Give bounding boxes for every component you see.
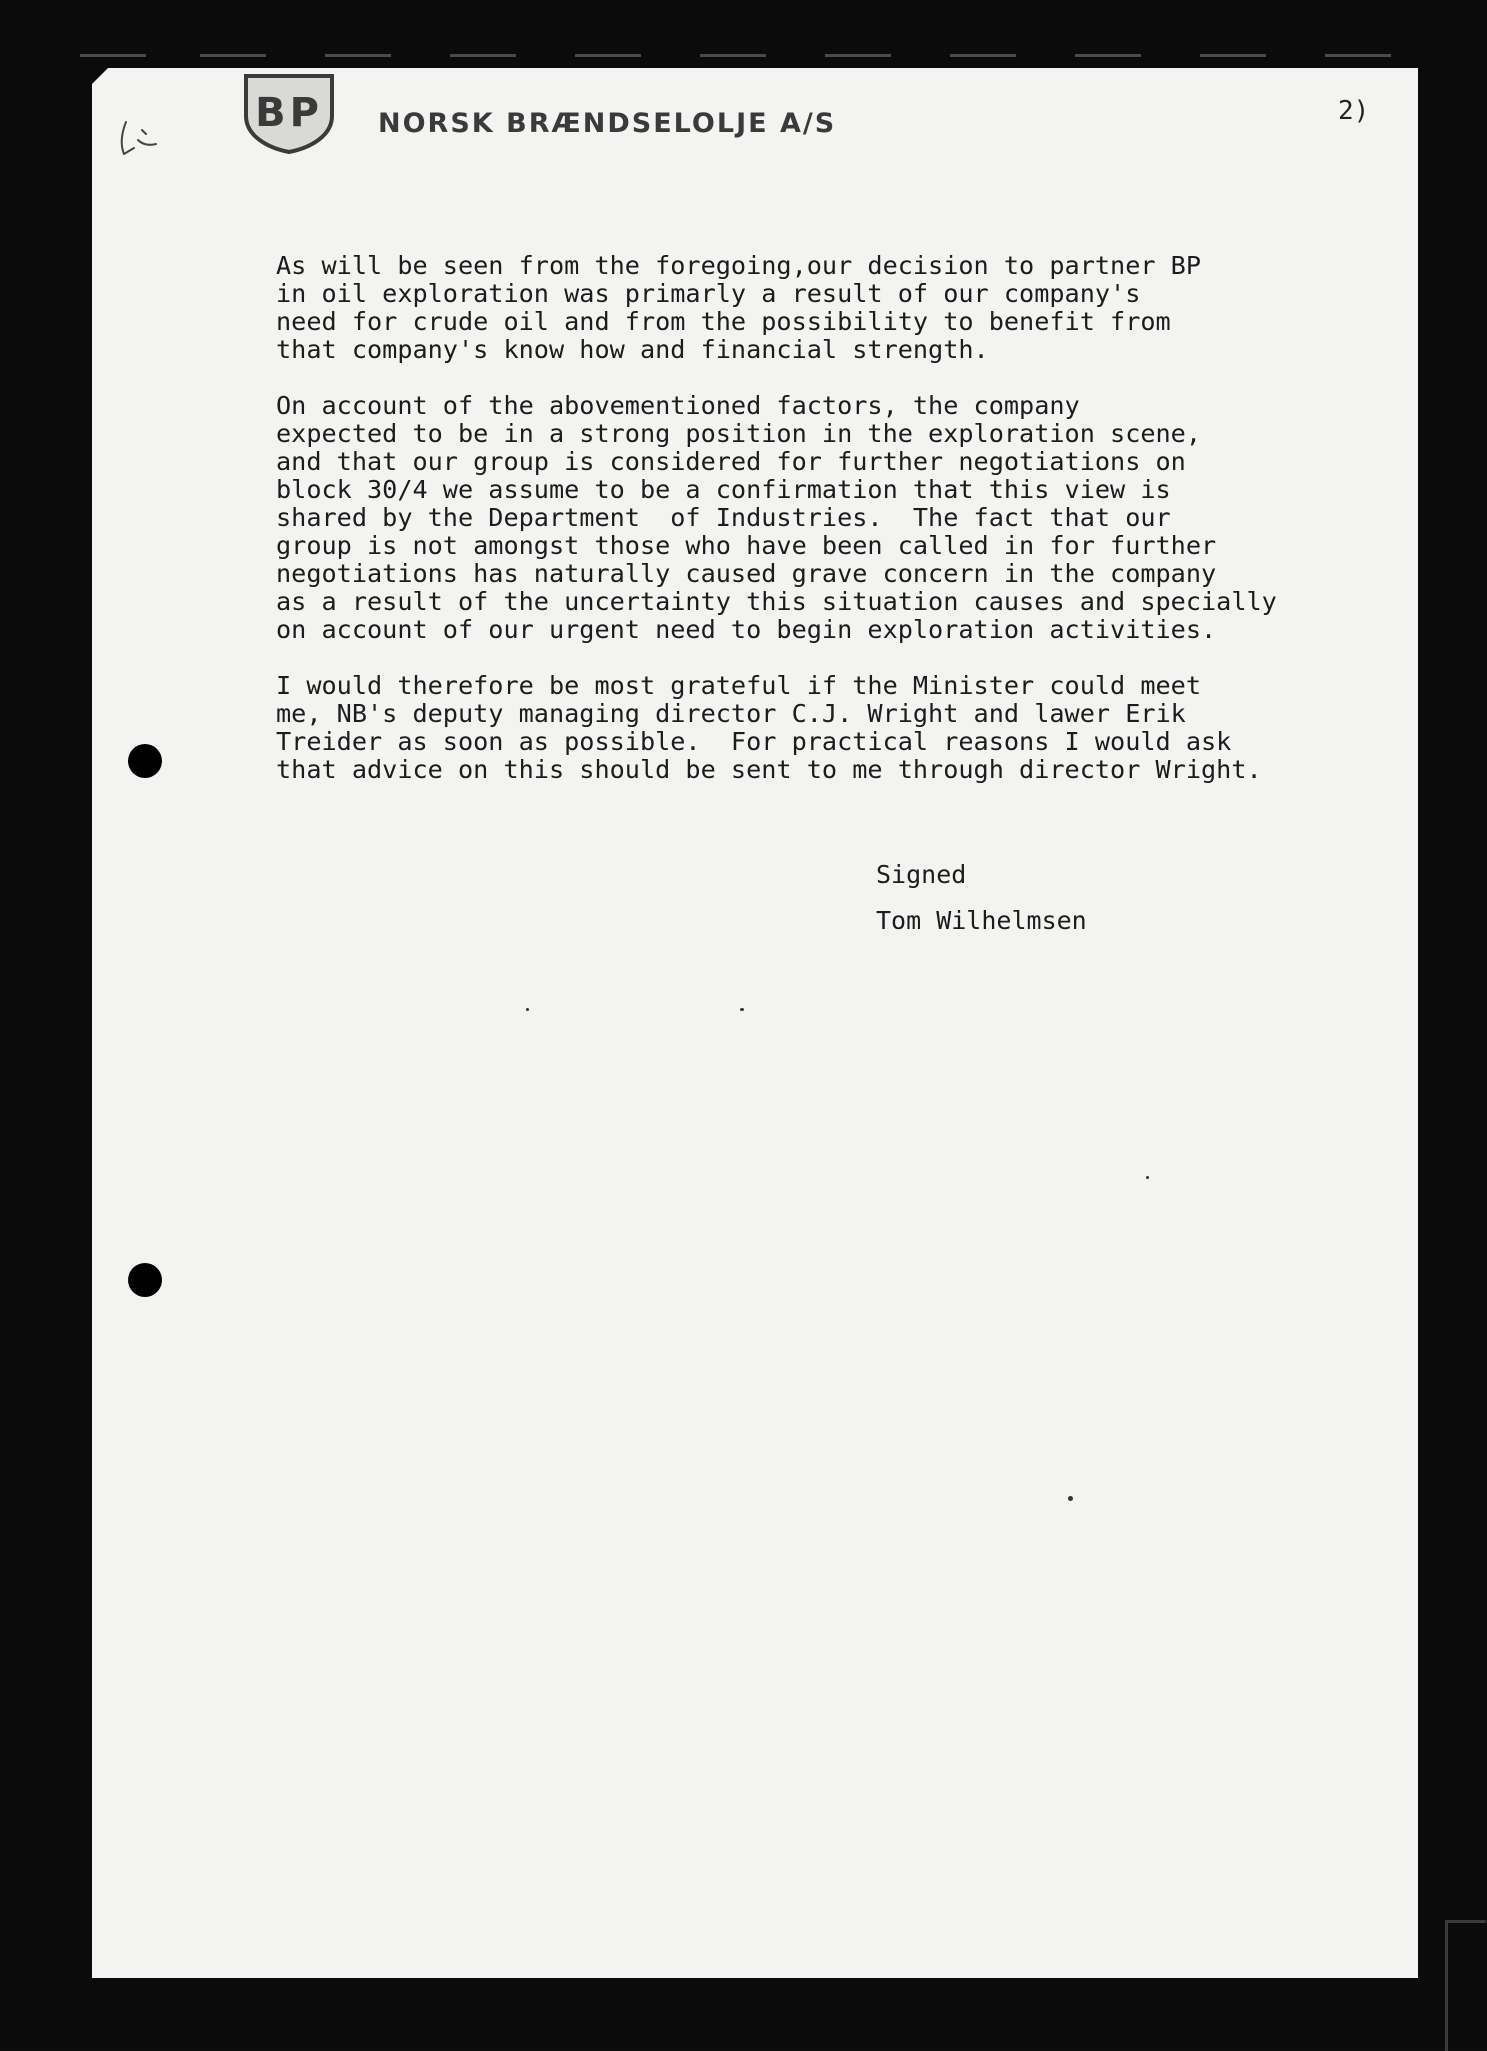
ink-speck <box>1146 1176 1149 1179</box>
signatory-name: Tom Wilhelmsen <box>876 906 1087 935</box>
ink-speck <box>1068 1496 1073 1501</box>
text-line: shared by the Department of Industries. The fact that our <box>276 503 1171 532</box>
text-line: in oil exploration was primarly a result of our company's <box>276 279 1141 308</box>
paragraph <box>276 672 1396 784</box>
handwritten-mark-icon <box>112 110 172 170</box>
text-line: negotiations has naturally caused grave concern in the company <box>276 559 1217 588</box>
text-line: block 30/4 we assume to be a confirmation that this view is <box>276 475 1171 504</box>
bp-shield-logo <box>240 72 338 154</box>
ink-speck <box>526 1008 529 1011</box>
text-line: expected to be in a strong position in the exploration scene, <box>276 419 1202 448</box>
text-line: as a result of the uncertainty this situation causes and specially <box>276 587 1277 616</box>
ink-speck <box>740 1008 744 1011</box>
text-line: I would therefore be most grateful if the Minister could meet <box>276 671 1202 700</box>
text-line: As will be seen from the foregoing,our decision to partner BP <box>276 251 1202 280</box>
paragraph <box>276 252 1396 364</box>
punch-hole <box>128 744 162 778</box>
text-line: that company's know how and financial strength. <box>276 335 989 364</box>
scan-corner-marker <box>1445 1920 1486 2051</box>
company-name: NORSK BRÆNDSELOLJE A/S <box>378 108 837 139</box>
paragraph <box>276 392 1396 644</box>
punch-hole <box>128 1263 162 1297</box>
logo-text: BP <box>255 90 323 136</box>
text-line: and that our group is considered for further negotiations on <box>276 447 1186 476</box>
text-line: Treider as soon as possible. For practical reasons I would ask <box>276 727 1232 756</box>
page-number: 2) <box>1338 96 1370 126</box>
letter-body <box>276 252 1396 812</box>
text-line: me, NB's deputy managing director C.J. Wright and lawer Erik <box>276 699 1186 728</box>
text-line: group is not amongst those who have been called in for further <box>276 531 1217 560</box>
signature-block <box>876 852 1087 944</box>
text-line: need for crude oil and from the possibility to benefit from <box>276 307 1171 336</box>
text-line: On account of the abovementioned factors, the company <box>276 391 1080 420</box>
scan-edge-marks <box>80 52 1420 60</box>
text-line: on account of our urgent need to begin exploration activities. <box>276 615 1217 644</box>
text-line: that advice on this should be sent to me through director Wright. <box>276 755 1262 784</box>
signature-label: Signed <box>876 860 967 889</box>
